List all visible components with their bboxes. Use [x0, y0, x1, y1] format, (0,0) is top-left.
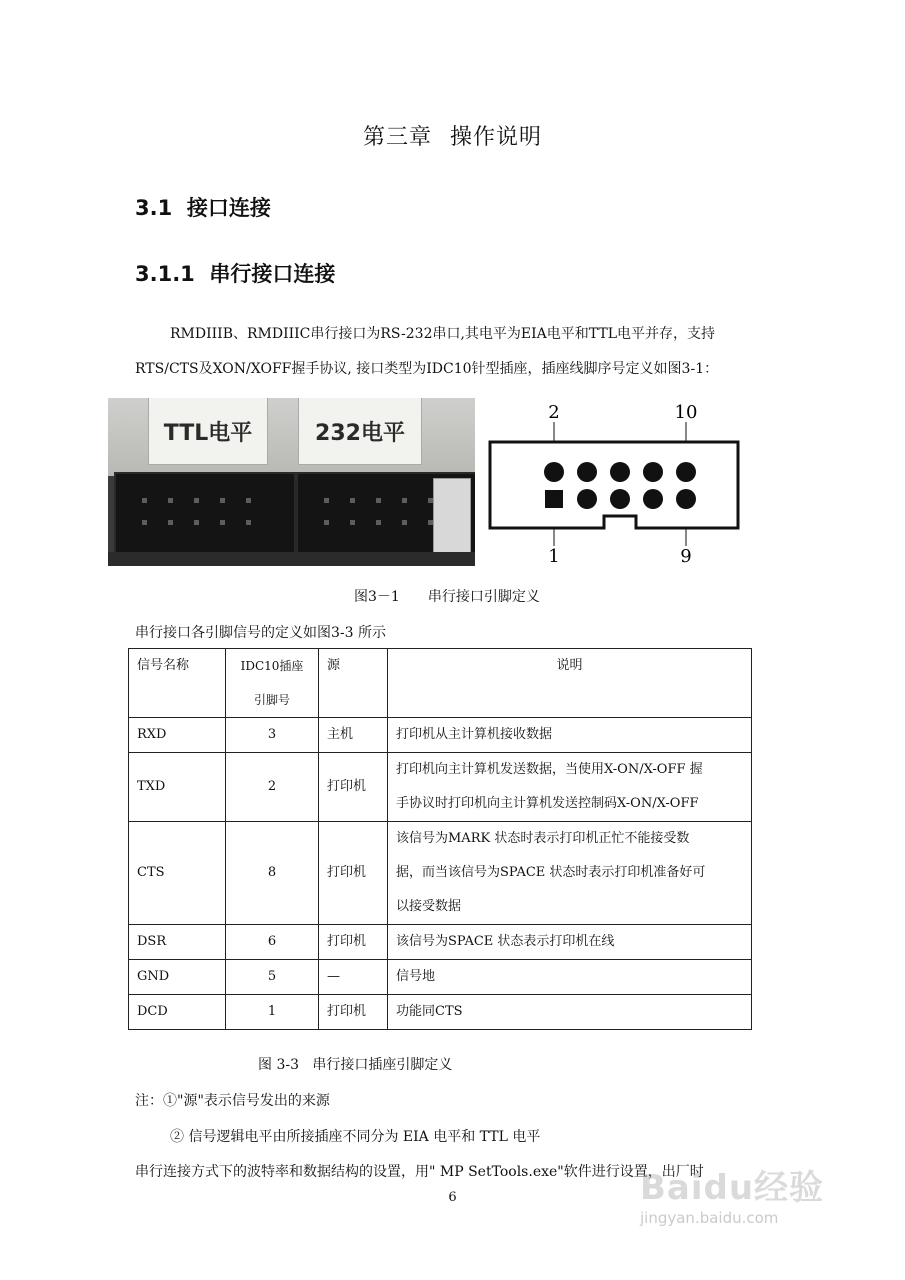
connector-photo — [108, 398, 475, 566]
description-line: 打印机从主计算机接收数据 — [396, 727, 553, 742]
signal-description — [388, 995, 752, 1030]
description-line: 该信号为SPACE 状态表示打印机在线 — [396, 934, 615, 949]
connector-outline — [490, 442, 738, 528]
photo-pin-hole — [324, 520, 329, 525]
chapter-number: 第三章 — [362, 125, 432, 150]
photo-pin-hole — [402, 520, 407, 525]
signal-source: 打印机 — [319, 925, 388, 960]
photo-pin-hole — [220, 498, 225, 503]
signal-description — [388, 960, 752, 995]
signal-description — [388, 925, 752, 960]
figure-2-caption — [258, 1054, 452, 1074]
table-header-row — [129, 649, 752, 718]
pin-label-1: 1 — [548, 546, 560, 567]
signal-name: CTS — [129, 822, 226, 925]
table-row — [129, 925, 752, 960]
signal-description — [388, 718, 752, 753]
table-row — [129, 753, 752, 822]
signal-pin: 2 — [226, 753, 319, 822]
pin-8 — [643, 462, 663, 482]
pin-3 — [577, 489, 597, 509]
signal-name: DCD — [129, 995, 226, 1030]
rs232-label: 232电平 — [298, 398, 422, 465]
subsection-name: 串行接口连接 — [209, 262, 336, 286]
pin-10 — [676, 462, 696, 482]
photo-pin-hole — [324, 498, 329, 503]
pin-label-9: 9 — [680, 546, 692, 567]
baidu-watermark — [640, 1160, 870, 1260]
section-name: 接口连接 — [186, 196, 271, 220]
photo-pin-hole — [376, 520, 381, 525]
table-row — [129, 718, 752, 753]
pin-2 — [544, 462, 564, 482]
signal-description — [388, 753, 752, 822]
photo-pin-hole — [428, 520, 433, 525]
header-pin-line-2: 引脚号 — [253, 693, 290, 707]
signal-name: TXD — [129, 753, 226, 822]
photo-pin-hole — [350, 520, 355, 525]
signal-pin: 1 — [226, 995, 319, 1030]
description-line: 该信号为MARK 状态时表示打印机正忙不能接受数 — [396, 831, 690, 846]
header-pin-line-1: IDC10插座 — [240, 659, 304, 673]
signal-name: RXD — [129, 718, 226, 753]
description-line: 以接受数据 — [396, 899, 462, 914]
pin-1 — [545, 490, 563, 508]
signal-description — [388, 822, 752, 925]
description-line: 功能同CTS — [396, 1004, 463, 1019]
description-line: 据，而当该信号为SPACE 状态时表示打印机准备好可 — [396, 865, 706, 880]
intro-line-2: RTS/CTS及XON/XOFF握手协议, 接口类型为IDC10针型插座，插座线脚序号定义如图3-1： — [135, 361, 719, 377]
header-source: 源 — [319, 649, 388, 718]
photo-pin-hole — [376, 498, 381, 503]
photo-pin-hole — [428, 498, 433, 503]
signal-source: — — [319, 960, 388, 995]
baud-rate-paragraph: 串行连接方式下的波特率和数据结构的设置，用" MP SetTools.exe"软件进行设置，出厂时 — [135, 1164, 704, 1180]
signal-source: 打印机 — [319, 753, 388, 822]
photo-pin-hole — [168, 520, 173, 525]
description-line: 打印机向主计算机发送数据，当使用X-ON/X-OFF 握 — [396, 762, 703, 777]
figure-1-text: 串行接口引脚定义 — [427, 589, 540, 605]
subsection-title — [135, 258, 335, 288]
signal-pin: 8 — [226, 822, 319, 925]
subsection-number: 3.1.1 — [135, 262, 195, 286]
header-name: 信号名称 — [129, 649, 226, 718]
pin-label-2: 2 — [548, 402, 560, 423]
pin-4 — [577, 462, 597, 482]
signal-pin: 3 — [226, 718, 319, 753]
photo-pin-hole — [142, 498, 147, 503]
ttl-label: TTL电平 — [148, 398, 268, 465]
photo-pin-hole — [350, 498, 355, 503]
signal-name: GND — [129, 960, 226, 995]
ttl-connector — [114, 472, 296, 556]
page-number: 6 — [448, 1190, 457, 1205]
side-connector — [433, 478, 471, 554]
signal-source: 打印机 — [319, 822, 388, 925]
pin-5 — [610, 489, 630, 509]
table-row — [129, 822, 752, 925]
signal-pin: 5 — [226, 960, 319, 995]
description-line: 手协议时打印机向主计算机发送控制码X-ON/X-OFF — [396, 796, 699, 811]
photo-pin-hole — [246, 520, 251, 525]
table-row — [129, 960, 752, 995]
photo-pin-hole — [246, 498, 251, 503]
chapter-title — [0, 120, 905, 151]
figure-1-caption — [354, 586, 540, 606]
figure-1-label: 图3－1 — [354, 589, 400, 605]
photo-pin-hole — [194, 498, 199, 503]
signal-name: DSR — [129, 925, 226, 960]
intro-line-1: RMDIIIB、RMDIIIC串行接口为RS-232串口,其电平为EIA电平和TTL电平并存，支持 — [170, 326, 716, 342]
watermark-brand: Baidu经验 — [640, 1168, 825, 1208]
note-1: 注：①"源"表示信号发出的来源 — [135, 1093, 330, 1109]
watermark-url: jingyan.baidu.com — [640, 1209, 779, 1227]
photo-pin-hole — [402, 498, 407, 503]
photo-bottom — [108, 552, 475, 566]
figure-2-text: 串行接口插座引脚定义 — [312, 1057, 453, 1073]
chapter-name: 操作说明 — [450, 125, 543, 150]
section-title — [135, 192, 271, 222]
table-intro: 串行接口各引脚信号的定义如图3-3 所示 — [135, 625, 386, 641]
signal-source: 打印机 — [319, 995, 388, 1030]
pin-diagram — [484, 400, 744, 570]
pin-6 — [610, 462, 630, 482]
header-pin — [226, 649, 319, 718]
pin-label-10: 10 — [674, 402, 698, 423]
figure-2-label: 图 3-3 — [258, 1057, 299, 1073]
photo-pin-hole — [168, 498, 173, 503]
signal-table — [128, 648, 752, 1030]
table-row — [129, 995, 752, 1030]
pin-9 — [676, 489, 696, 509]
section-number: 3.1 — [135, 196, 173, 220]
header-desc: 说明 — [388, 649, 752, 718]
signal-source: 主机 — [319, 718, 388, 753]
photo-pin-hole — [220, 520, 225, 525]
note-2: ② 信号逻辑电平由所接插座不同分为 EIA 电平和 TTL 电平 — [170, 1129, 541, 1145]
signal-pin: 6 — [226, 925, 319, 960]
photo-pin-hole — [194, 520, 199, 525]
description-line: 信号地 — [396, 969, 436, 984]
pin-7 — [643, 489, 663, 509]
photo-pin-hole — [142, 520, 147, 525]
